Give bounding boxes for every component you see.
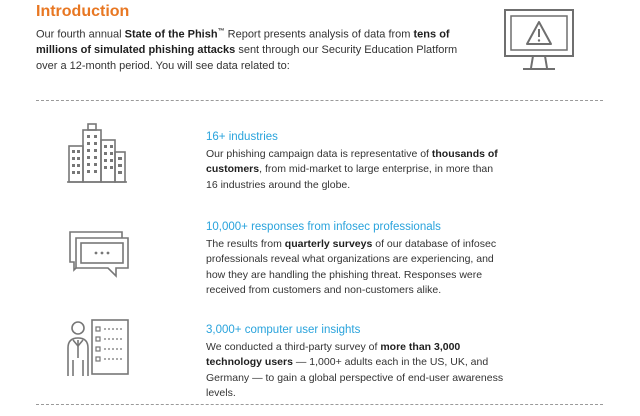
survey-person-icon: [64, 318, 132, 378]
intro-trademark: ™: [217, 28, 225, 35]
section-industries: [206, 131, 506, 193]
body-text: Our phishing campaign data is representative of: [206, 148, 432, 160]
divider-top: [36, 100, 603, 101]
body-text: , from mid-market to large enterprise, in more than 16 industries around the globe.: [206, 163, 494, 191]
monitor-warning-icon: [503, 8, 575, 76]
body-text: The results from: [206, 238, 285, 250]
body-highlight: more than 3,000 technology users: [206, 341, 461, 369]
body-text: — 1,000+ adults each in the US, UK, and Germany — to gain a global perspective of end-user awareness levels.: [206, 356, 504, 399]
intro-report-name: State of the Phish: [124, 28, 218, 41]
section-body: [206, 147, 506, 193]
section-heading: 16+ industries: [206, 131, 278, 143]
intro-text-3: Report presents analysis of data from: [224, 28, 414, 41]
buildings-icon: [66, 120, 128, 184]
section-body: [206, 340, 506, 401]
page-title: Introduction: [36, 3, 130, 20]
body-text: We conducted a third-party survey of: [206, 341, 381, 353]
intro-text-5: sent through our Security Education Platform over a 12-month period. You will see data related to:: [36, 44, 458, 72]
section-user-insights: [206, 324, 506, 401]
speech-bubbles-icon: [64, 228, 130, 280]
intro-text-1: Our fourth annual: [36, 28, 125, 41]
body-highlight: thousands of customers: [206, 148, 498, 176]
divider-bottom: [36, 404, 603, 405]
section-heading: 3,000+ computer user insights: [206, 324, 361, 336]
section-infosec-responses: [206, 221, 506, 298]
body-text: of our database of infosec professionals reveal what organizations are experiencing, and how they are handling the phishing threat. Responses were received from customers and non-customers alike.: [206, 238, 497, 296]
intro-highlight: tens of millions of simulated phishing attacks: [36, 28, 450, 57]
section-body: [206, 237, 506, 298]
intro-paragraph: [36, 24, 476, 74]
section-heading: 10,000+ responses from infosec professionals: [206, 221, 441, 233]
body-highlight: quarterly surveys: [284, 238, 373, 250]
